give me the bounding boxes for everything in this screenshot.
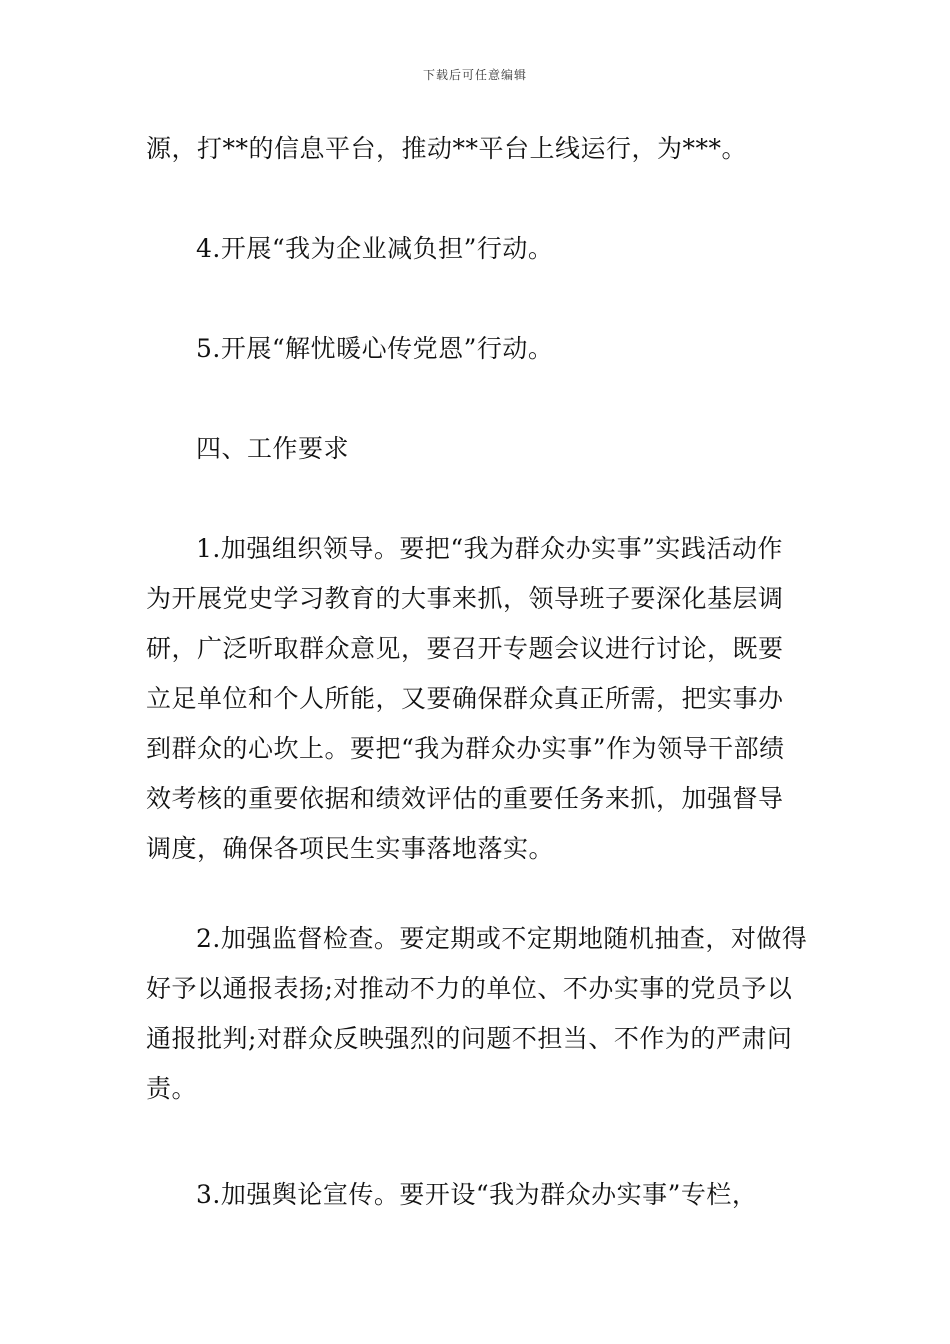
list-item-4: 4.开展“我为企业减负担”行动。 (196, 234, 554, 263)
header-note: 下载后可任意编辑 (422, 68, 527, 82)
section-heading-work-requirements: 四、工作要求 (196, 434, 350, 463)
requirement-2-paragraph: 2.加强监督检查。要定期或不定期地随机抽查，对做得好予以通报表扬;对推动不力的单位、不办实事的党员予以通报批判;对群众反映强烈的问题不担当、不作为的严肃问责。 (146, 924, 808, 1103)
requirement-1-paragraph: 1.加强组织领导。要把“我为群众办实事”实践活动作为开展党史学习教育的大事来抓，领导班子要深化基层调研，广泛听取群众意见，要召开专题会议进行讨论，既要立足单位和个人所能，又要确保群众真正所需，把实事办到群众的心坎上。要把“我为群众办实事”作为领导干部绩效考核的重要依据和绩效评估的重要任务来抓，加强督导调度，确保各项民生实事落地落实。 (146, 534, 785, 863)
requirement-3-paragraph: 3.加强舆论宣传。要开设“我为群众办实事”专栏， (196, 1180, 758, 1209)
list-item-5: 5.开展“解忧暖心传党恩”行动。 (196, 334, 554, 363)
paragraph-continuation: 源，打**的信息平台，推动**平台上线运行，为***。 (146, 134, 748, 163)
